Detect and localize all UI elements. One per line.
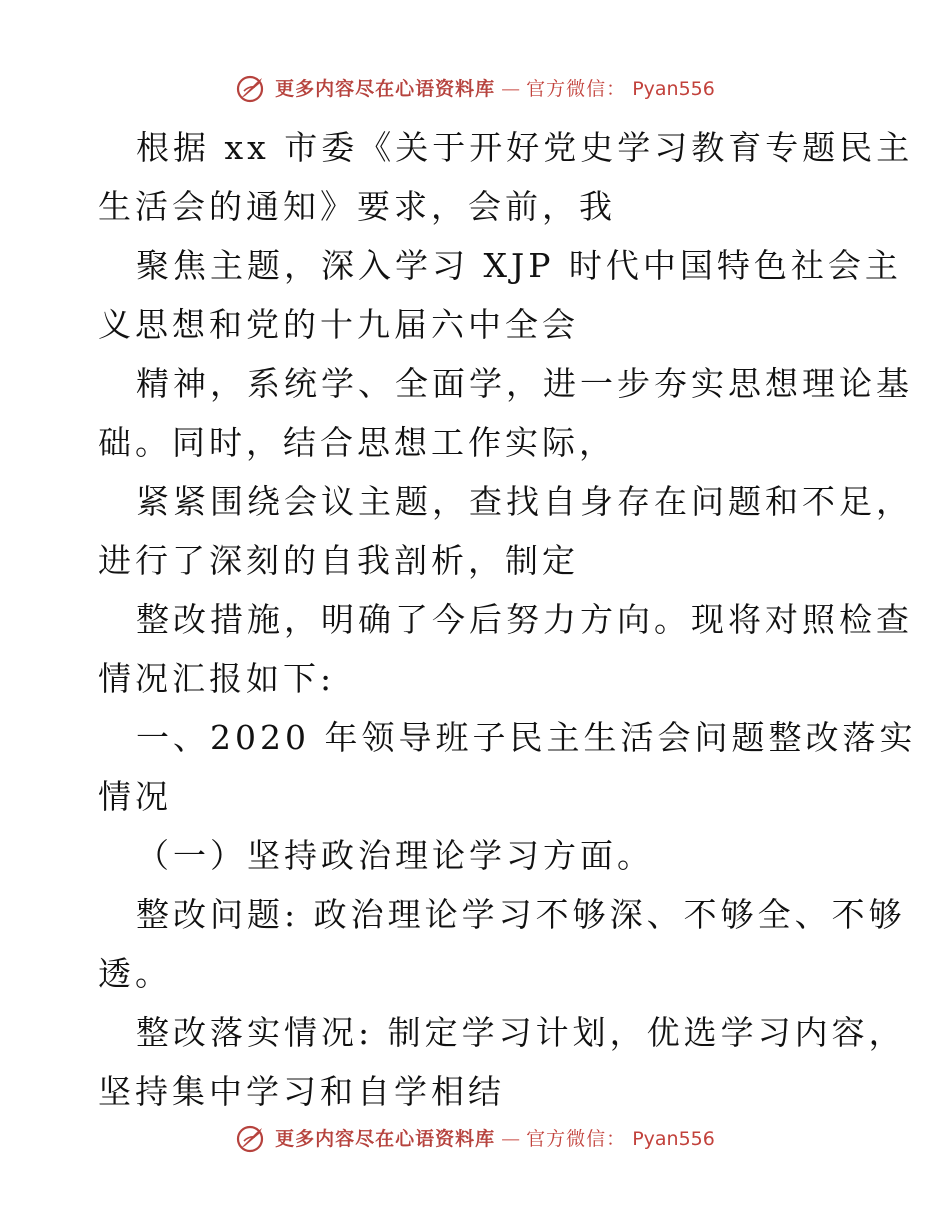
paragraph-line: 聚焦主题，深入学习 XJP 时代中国特色社会主 xyxy=(136,246,902,285)
paragraph-line: 情况 xyxy=(98,777,172,816)
paragraph xyxy=(98,354,913,472)
paragraph-line: 紧紧围绕会议主题，查找自身存在问题和不足， xyxy=(136,482,913,521)
watermark-label: 官方微信： xyxy=(526,1128,627,1150)
paragraph-line: 精神，系统学、全面学，进一步夯实思想理论基 xyxy=(136,364,913,403)
paragraph-line: 情况汇报如下: xyxy=(98,659,336,698)
paragraph-line: 生活会的通知》要求，会前，我 xyxy=(98,187,616,226)
paragraph-line: 础。同时，结合思想工作实际， xyxy=(98,423,616,462)
paragraph-line: 根据 xx 市委《关于开好党史学习教育专题民主 xyxy=(136,128,914,167)
watermark-label: 官方微信： xyxy=(526,78,627,100)
header-watermark xyxy=(0,74,950,104)
paragraph xyxy=(98,590,913,708)
paragraph xyxy=(98,472,913,590)
quill-logo-icon xyxy=(235,1124,269,1154)
watermark-site-text: 更多内容尽在心语资料库 xyxy=(275,1128,496,1150)
paragraph-line: 一、2020 年领导班子民主生活会问题整改落实 xyxy=(136,718,917,757)
paragraph-line: 透。 xyxy=(98,954,172,993)
paragraph xyxy=(98,1003,906,1121)
section-heading xyxy=(98,708,917,826)
paragraph-line: 坚持集中学习和自学相结 xyxy=(98,1072,505,1111)
paragraph-line: 整改落实情况: 制定学习计划，优选学习内容， xyxy=(136,1013,906,1052)
watermark-site-text: 更多内容尽在心语资料库 xyxy=(275,78,496,100)
subsection-heading xyxy=(98,826,858,885)
watermark-wechat-id: Pyan556 xyxy=(632,1128,715,1150)
paragraph-line: 义思想和党的十九届六中全会 xyxy=(98,305,579,344)
paragraph-line: 整改措施，明确了今后努力方向。现将对照检查 xyxy=(136,600,913,639)
paragraph-line: 整改问题: 政治理论学习不够深、不够全、不够 xyxy=(136,895,906,934)
paragraph xyxy=(98,118,914,236)
document-body xyxy=(98,118,917,1121)
footer-watermark xyxy=(0,1124,950,1154)
paragraph xyxy=(98,885,906,1003)
paragraph-line: 进行了深刻的自我剖析，制定 xyxy=(98,541,579,580)
paragraph-line: （一）坚持政治理论学习方面。 xyxy=(136,836,654,875)
watermark-separator: — xyxy=(501,78,521,100)
quill-logo-icon xyxy=(235,74,269,104)
watermark-wechat-id: Pyan556 xyxy=(632,78,715,100)
watermark-separator: — xyxy=(501,1128,521,1150)
paragraph xyxy=(98,236,902,354)
